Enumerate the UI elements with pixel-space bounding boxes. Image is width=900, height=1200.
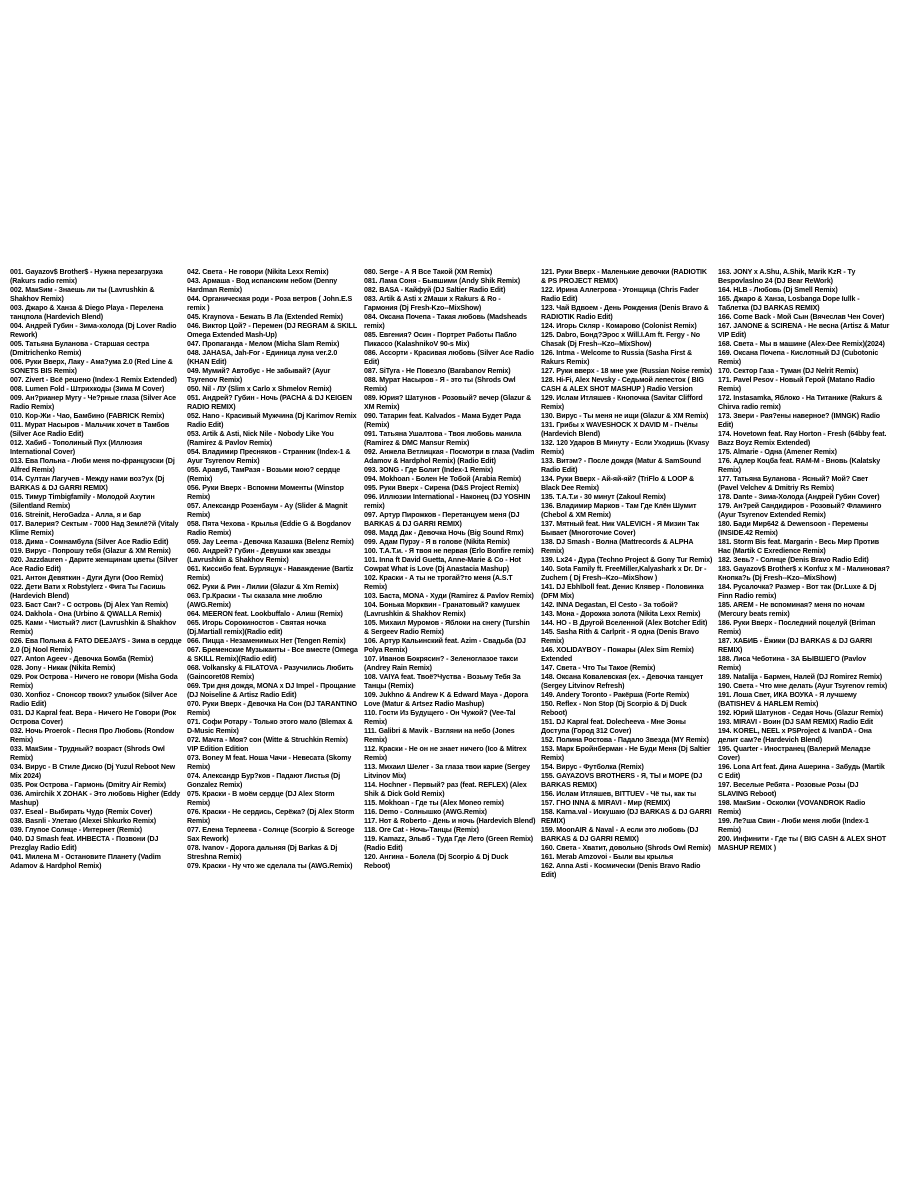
track-entry: 167. JANONE & SCIRENA - Не весна (Artisz & Matur VIP Edit) bbox=[718, 322, 890, 339]
track-entry: 100. Т.А.Т.и. - Я твоя не первая (Erlo Bonfire remix) bbox=[364, 547, 534, 555]
track-entry: 123. Чай Вдвоем - День Рождения (Denis Bravo & RADIOTIK Radio Edit) bbox=[541, 304, 709, 321]
track-entry: 096. Иллюзии International - Наконец (DJ YOSHIN remix) bbox=[364, 493, 531, 510]
track-entry: 032. Ночь Proerok - Песня Про Любовь (Rondow Remix) bbox=[10, 727, 174, 744]
track-entry: 036. Amirchik X ZOHAK - Это любовь Higher (Eddy Mashup) bbox=[10, 790, 181, 807]
track-entry: 075. Краски - В моём сердце (DJ Alex Storm Remix) bbox=[187, 790, 335, 807]
track-entry: 047. Пропаганда - Мелом (Micha Slam Remix) bbox=[187, 340, 340, 348]
track-entry: 053. Artik & Asti, Nick Nile - Nobody Like You (Ramirez & Pavlov Remix) bbox=[187, 430, 334, 447]
track-entry: 135. Т.А.Т.и - 30 минут (Zakoul Remix) bbox=[541, 493, 666, 501]
track-entry: 070. Руки Вверх - Девочка На Сон (DJ TARANTINO Remix) bbox=[187, 700, 358, 717]
track-entry: 160. Света - Хватит, довольно (Shrods Owl Remix) bbox=[541, 844, 711, 852]
track-entry: 171. Pavel Pesov - Новый Герой (Matano Radio Remix) bbox=[718, 376, 875, 393]
track-entry: 020. Jazzdauren - Дарите женщинам цветы (Silver Ace Radio Edit) bbox=[10, 556, 178, 573]
track-entry: 005. Татьяна Буланова - Старшая сестра (Dmitrichenko Remix) bbox=[10, 340, 150, 357]
track-entry: 159. MoonAIR & Naval - А если это любовь (DJ BARKAS & DJ GARRI REMIX) bbox=[541, 826, 699, 843]
track-entry: 145. Sasha Rith & Carlprit - Я одна (Denis Bravo Remix) bbox=[541, 628, 700, 645]
track-entry: 017. Валерия? Сектым - 7000 Над Землё?й (Vitaly Klime Remix) bbox=[10, 520, 179, 537]
track-entry: 191. Лоша Свет, ИКА ВОУКА - Я лучшему (BATISHEV & HARLEM Remix) bbox=[718, 691, 857, 708]
track-entry: 023. Баст Сан? - С островь (Dj Alex Yan Remix) bbox=[10, 601, 169, 609]
track-entry: 018. Дима - Сомнамбула (Silver Ace Radio Edit) bbox=[10, 538, 169, 546]
track-entry: 078. Ivanov - Дорога дальняя (Dj Barkas & Dj Streshna Remix) bbox=[187, 844, 338, 861]
track-entry: 169. Оксана Почепа - Кислотный DJ (Cubotonic Remix) bbox=[718, 349, 879, 366]
track-entry: 111. Galibri & Mavik - Взгляни на небо (Jones Remix) bbox=[364, 727, 515, 744]
track-entry: 122. Ирина Аллегрова - Угонщица (Chris Fader Radio Edit) bbox=[541, 286, 699, 303]
track-entry: 110. Гости Из Будущего - Он Чужой? (Vee-Tal Remix) bbox=[364, 709, 516, 726]
track-entry: 200. Инфинити - Где ты ( BIG CASH & ALEX SHOT MASHUP REMIX ) bbox=[718, 835, 887, 852]
track-entry: 021. Антон Девяткин - Дуги Дуги (Ooo Remix) bbox=[10, 574, 164, 582]
track-entry: 144. НО - В Другой Вселенной (Alex Botcher Edit) bbox=[541, 619, 708, 627]
track-entry: 116. Demo - Солнышко (AWG.Remix) bbox=[364, 808, 487, 816]
track-entry: 196. Lona Art feat. Дина Ашерина - Забудь (Martik C Edit) bbox=[718, 763, 885, 780]
track-entry: 060. Андрей? Губин - Девушки как звезды (Lavrushkin & Shakhov Remix) bbox=[187, 547, 331, 564]
track-column-4 bbox=[541, 268, 713, 928]
track-entry: 188. Лиса Чеботина - ЗА БЫВШЕГО (Pavlov Remix) bbox=[718, 655, 867, 672]
track-entry: 045. Kraynova - Бежать В Ла (Extended Remix) bbox=[187, 313, 343, 321]
track-entry: 030. Xonfioz - Спонсор твоих? улыбок (Silver Ace Radio Edit) bbox=[10, 691, 178, 708]
track-entry: 031. DJ Kapral feat. Вера - Ничего Не Говори (Рок Острова Cover) bbox=[10, 709, 176, 726]
track-entry: 173. Звери - Рая?ены наверное? (IMNGK) Radio Edit) bbox=[718, 412, 881, 429]
track-entry: 162. Anna Asti - Космически (Denis Bravo Radio Edit) bbox=[541, 862, 701, 879]
track-entry: 069. Три дня дождя, MONA x DJ Impel - Прощание (DJ Noiseline & Artisz Radio Edit) bbox=[187, 682, 356, 699]
track-entry: 176. Адлер Коцба feat. RAM-M - Вновь (Kalatsky Remix) bbox=[718, 457, 881, 474]
track-entry: 165. Джаро & Ханза, Losbanga Dope Iullk - Таблетка (DJ BARKAS REMIX) bbox=[718, 295, 860, 312]
track-entry: 120. Ангина - Болела (Dj Scorpio & Dj Duck Reboot) bbox=[364, 853, 509, 870]
track-entry: 039. Глупое Солнце - Интернет (Remix) bbox=[10, 826, 143, 834]
track-entry: 083. Artik & Asti x 2Маши x Rakurs & Ro - Гармония (Dj Fresh-Kzo--MixShow) bbox=[364, 295, 501, 312]
track-entry: 133. Витэм? - После дождя (Matur & SamSound Radio Edit) bbox=[541, 457, 701, 474]
track-entry: 143. Мона - Дорожка золота (Nikita Lexx Remix) bbox=[541, 610, 701, 618]
track-entry: 197. Веселые Ребята - Розовые Розы (DJ SLAVING Reboot) bbox=[718, 781, 859, 798]
track-entry: 006. Руки Вверх, Лаку - Ама?ума 2.0 (Red Line & SONETS BIS Remix) bbox=[10, 358, 173, 375]
track-entry: 002. МакSим - Знаешь ли ты (Lavrushkin & Shakhov Remix) bbox=[10, 286, 155, 303]
track-entry: 085. Евгения? Осин - Портрет Работы Пабло Пикассо (KalashnikoV 90-s Mix) bbox=[364, 331, 517, 348]
track-entry: 066. Пицца - Незаменимых Нет (Tengen Remix) bbox=[187, 637, 346, 645]
track-entry: 008. Lumen Fold - Штрихкоды (Зима M Cover) bbox=[10, 385, 165, 393]
track-entry: 090. Татарин feat. Kalvados - Мама Будет Рада (Remix) bbox=[364, 412, 521, 429]
track-entry: 074. Александр Бур?ков - Падают Листья (Dj Gonzalez Remix) bbox=[187, 772, 341, 789]
track-entry: 153. Марк Бройнберман - Не Буди Меня (Dj Saltier Remix) bbox=[541, 745, 711, 762]
track-entry: 092. Анжела Ветлицкая - Посмотри в глаза (Vadim Adamov & Hardphol Remix) (Radio Edit) bbox=[364, 448, 535, 465]
track-entry: 185. AREM - Не вспоминая? меня по ночам (Mercury beats remix) bbox=[718, 601, 865, 618]
track-entry: 040. DJ Smash feat. ИНВЕСТА - Позвони (DJ Prezglay Radio Edit) bbox=[10, 835, 159, 852]
track-entry: 064. MEERON feat. Lookbuffalo - Алиш (Remix) bbox=[187, 610, 343, 618]
track-entry: 015. Тимур Timbigfamily - Молодой Ахутин (Silentland Remix) bbox=[10, 493, 155, 510]
track-column-5 bbox=[718, 268, 890, 928]
track-entry: 108. VAIYA feat. Твоё?Чуства - Возьму Тебя За Танцы (Remix) bbox=[364, 673, 521, 690]
track-entry: 198. МакSим - Осколки (VOVANDROK Radio Remix) bbox=[718, 799, 866, 816]
track-entry: 147. Света - Что Ты Такое (Remix) bbox=[541, 664, 656, 672]
track-entry: 087. SiTyra - Не Повезло (Barabanov Remix) bbox=[364, 367, 511, 375]
track-entry: 148. Оксана Ковалевская (ex. - Девочка танцует (Sergey Litvinov Refresh) bbox=[541, 673, 704, 690]
track-entry: 038. Basnli - Улетаю (Alexei Shkurko Remix) bbox=[10, 817, 156, 825]
track-entry: 054. Владимир Пресняков - Странник (Index-1 & Ayur Tsyrenov Remix) bbox=[187, 448, 351, 465]
track-entry: 187. ХАБИБ - Ёжики (DJ BARKAS & DJ GARRI REMIX) bbox=[718, 637, 872, 654]
track-entry: 024. Dakhola - Она (Urbino & QWALLA Remix) bbox=[10, 610, 162, 618]
track-entry: 059. Jay Leema - Девочка Казашка (Belenz Remix) bbox=[187, 538, 354, 546]
track-entry: 072. Мачта - Моя? сон (Witte & Struchkin Remix) VIP Edition Edition bbox=[187, 736, 348, 753]
track-entry: 025. Ками - Чистый? лист (Lavrushkin & Shakhov Remix) bbox=[10, 619, 177, 636]
track-entry: 138. DJ Smash - Волна (Mattrecords & ALPHA Remix) bbox=[541, 538, 694, 555]
track-entry: 163. JONY x A.Shu, A.Shik, Marik KzR - Ту Bespovlaslno 24 (DJ Bear ReWork) bbox=[718, 268, 856, 285]
track-entry: 063. Гр.Краски - Ты сказала мне люблю (AWG.Remix) bbox=[187, 592, 323, 609]
track-entry: 195. Quarter - Иностранец (Валерий Меладзе Cover) bbox=[718, 745, 871, 762]
track-entry: 089. Юрия? Шатунов - Розовый? вечер (Glazur & XM Remix) bbox=[364, 394, 532, 411]
track-list-sheet bbox=[10, 268, 890, 928]
track-entry: 193. MIRAVI - Воин (DJ SAM REMIX) Radio Edit bbox=[718, 718, 874, 726]
track-entry: 136. Владимир Марков - Там Где Клён Шумит (Chebol & XM Remix) bbox=[541, 502, 697, 519]
track-entry: 129. Ислам Итляшев - Кнопочка (Savitar Clifford Remix) bbox=[541, 394, 703, 411]
track-entry: 022. Дети Вати x Robstylerz - Фига Ты Гасишь (Hardevich Blend) bbox=[10, 583, 166, 600]
track-entry: 027. Anton Ageev - Девочка Бомба (Remix) bbox=[10, 655, 154, 663]
track-entry: 034. Вирус - В Стиле Диско (Dj Yuzul Reboot New Mix 2024) bbox=[10, 763, 176, 780]
track-entry: 068. Volkansky & FILATOVA - Разучились Любить (Gaincoret08 Remix) bbox=[187, 664, 354, 681]
track-entry: 186. Руки Вверх - Последний поцелуй (Briman Remix) bbox=[718, 619, 876, 636]
track-entry: 056. Руки Вверх - Вспомни Моменты (Winstop Remix) bbox=[187, 484, 344, 501]
track-entry: 001. Gayazov$ Brother$ - Нужна перезагрузка (Rakurs radio remix) bbox=[10, 268, 163, 285]
track-entry: 093. 3ONG - Где Болит (Index-1 Remix) bbox=[364, 466, 494, 474]
track-entry: 151. DJ Kapral feat. Dolecheeva - Мне Эоны Доступа (Город 312 Cover) bbox=[541, 718, 686, 735]
track-entry: 118. Ore Cat - Ночь-Танцы (Remix) bbox=[364, 826, 479, 834]
track-entry: 080. Serge - А Я Все Такой (XM Remix) bbox=[364, 268, 493, 276]
track-entry: 011. Мурат Насыров - Мальчик хочет в Тамбов (Silver Ace Radio Edit) bbox=[10, 421, 170, 438]
track-entry: 094. Mokhoan - Болен Не Тобой (Arabia Remix) bbox=[364, 475, 522, 483]
track-entry: 057. Александр Розенбаум - Ау (Slider & Magnit Remix) bbox=[187, 502, 348, 519]
track-entry: 035. Рок Острова - Гармонь (Dmitry Air Remix) bbox=[10, 781, 167, 789]
track-entry: 142. INNA Degastan, El Cesto - За тобой? bbox=[541, 601, 678, 609]
track-entry: 115. Mokhoan - Где ты (Alex Moneo remix) bbox=[364, 799, 504, 807]
track-entry: 183. Gayazov$ Brother$ x Konfuz x М - Малиновая? Кнопка?ь (Dj Fresh--Kzo--MixShow) bbox=[718, 565, 890, 582]
track-entry: 132. 120 Ударов В Минуту - Если Уходишь (Kvasy Remix) bbox=[541, 439, 710, 456]
track-entry: 174. Hovetown feat. Ray Horton - Fresh (64bby feat. Bazz Boyz Remix Extended) bbox=[718, 430, 887, 447]
track-entry: 125. Dabro, Бонд?Эрос x Will.I.Am ft. Fergy - No Chasak (Dj Fresh--Kzo--MixShow) bbox=[541, 331, 701, 348]
track-entry: 065. Игорь Сорокиностов - Святая ночка (Dj.Martiall remix)(Radio edit) bbox=[187, 619, 326, 636]
track-entry: 180. Бади Мир642 & Dewensoon - Перемены (INSIDE.42 Remix) bbox=[718, 520, 869, 537]
track-entry: 124. Игорь Скляр - Комарово (Colonist Remix) bbox=[541, 322, 697, 330]
track-entry: 190. Света - Что мне делать (Ayur Tsyrenov remix) bbox=[718, 682, 888, 690]
track-entry: 141. DJ Ebhlboll feat. Денис Клявер - Половинка (DFM Mix) bbox=[541, 583, 704, 600]
track-column-2 bbox=[187, 268, 359, 928]
track-entry: 016. Streinit, HeroGadza - Алла, я и бар bbox=[10, 511, 142, 519]
track-entry: 009. Ан?рианер Мугу - Че?рные глаза (Silver Ace Radio Remix) bbox=[10, 394, 176, 411]
track-entry: 172. Instasamka, Яблоко - На Титанике (Rakurs & Chirva radio remix) bbox=[718, 394, 883, 411]
track-entry: 013. Ева Польна - Люби меня по-французски (Dj Alfred Remix) bbox=[10, 457, 175, 474]
track-entry: 084. Оксана Почепа - Такая любовь (Madsheads remix) bbox=[364, 313, 527, 330]
track-entry: 046. Виктор Цой? - Перемен (DJ REGRAM & SKILL Omega Extended Mash-Up) bbox=[187, 322, 357, 339]
track-entry: 121. Руки Вверх - Маленькие девочки (RADIOTIK & PS PROJECT REMIX) bbox=[541, 268, 707, 285]
track-entry: 117. Нот & Roberto - День и ночь (Hardevich Blend) bbox=[364, 817, 536, 825]
track-entry: 154. Вирус - Футболка (Remix) bbox=[541, 763, 644, 771]
track-entry: 146. XOLIDAYBOY - Пожары (Alex Sim Remix) Extended bbox=[541, 646, 694, 663]
track-entry: 048. JAHASA, Jah-For - Единица луна ver.2.0 (KHAN Edit) bbox=[187, 349, 338, 366]
track-entry: 199. Ле?ша Свин - Люби меня люби (Index-1 Remix) bbox=[718, 817, 869, 834]
track-entry: 003. Джаро & Ханза & Diego Playa - Перелена танцпола (Hardevich Blend) bbox=[10, 304, 164, 321]
track-entry: 010. Кор-Жи - Чао, Бамбино (FABRICK Remix) bbox=[10, 412, 165, 420]
track-entry: 086. Ассорти - Красивая любовь (Silver Ace Radio Edit) bbox=[364, 349, 534, 366]
track-entry: 058. Пята Чехова - Крылья (Eddie G & Bogdanov Radio Remix) bbox=[187, 520, 351, 537]
track-entry: 041. Милена M - Остановите Планету (Vadim Adamov & Hardphol Remix) bbox=[10, 853, 161, 870]
track-entry: 051. Андрей? Губин - Ночь (PACHA & DJ KEIGEN RADIO REMIX) bbox=[187, 394, 353, 411]
track-entry: 158. Karna.val - Искушаю (DJ BARKAS & DJ GARRI REMIX) bbox=[541, 808, 712, 825]
track-entry: 126. Intma - Welcome to Russia (Sasha First & Rakurs Remix) bbox=[541, 349, 693, 366]
track-entry: 007. Zivert - Всё решено (Index-1 Remix Extended) bbox=[10, 376, 177, 384]
track-entry: 052. Hano - Красивый Мужчина (Dj Karimov Remix Radio Edit) bbox=[187, 412, 357, 429]
track-entry: 049. Мумий? Автобус - Не забывай? (Ayur Tsyrenov Remix) bbox=[187, 367, 331, 384]
track-entry: 130. Вирус - Ты меня не ищи (Glazur & XM Remix) bbox=[541, 412, 709, 420]
track-entry: 184. Русалочка? Размер - Вот так (Dr.Luxe & Dj Finn Radio remix) bbox=[718, 583, 877, 600]
track-entry: 037. Eseal - Выбирать Чудо (Remix Cover) bbox=[10, 808, 153, 816]
track-entry: 071. Софи Ротару - Только этого мало (Blemax & D-Music Remix) bbox=[187, 718, 353, 735]
track-entry: 097. Артур Пирожков - Перетанцуем меня (DJ BARKAS & DJ GARRI REMIX) bbox=[364, 511, 520, 528]
track-entry: 026. Ева Польна & FATO DEEJAYS - Зима в сердце 2.0 (Dj Nool Remix) bbox=[10, 637, 182, 654]
track-entry: 103. Баста, MONA - Худи (Ramirez & Pavlov Remix) bbox=[364, 592, 534, 600]
track-entry: 139. Lx24 - Дура (Techno Project & Gony Tur Remix) bbox=[541, 556, 713, 564]
track-entry: 055. Аравуб, ТамРазя - Возьми мою? сердце (Remix) bbox=[187, 466, 341, 483]
track-entry: 061. Киссибо feat. Бурляцук - Наваждение (Bartiz Remix) bbox=[187, 565, 354, 582]
track-entry: 062. Руки & Рин - Лилии (Glazur & Xm Remix) bbox=[187, 583, 339, 591]
track-entry: 029. Рок Острова - Ничего не говори (Misha Goda Remix) bbox=[10, 673, 178, 690]
track-column-3 bbox=[364, 268, 536, 928]
track-entry: 112. Краски - Не он не знает ничего (Ico & Mitrex Remix) bbox=[364, 745, 527, 762]
track-entry: 192. Юрий Шатунов - Седая Ночь (Glazur Remix) bbox=[718, 709, 883, 717]
track-entry: 131. Грибы x WAVESHOCK X DAVID M - Пчёлы (Hardevich Blend) bbox=[541, 421, 698, 438]
track-entry: 119. Kamazz, Эльвб - Туда Где Лето (Green Remix)(Radio Edit) bbox=[364, 835, 534, 852]
track-entry: 077. Елена Терлеева - Солнце (Scorpio & Screoge Sax Rework) bbox=[187, 826, 355, 843]
track-entry: 050. Nil - ЛУ (Slim x Carlo x Shmelov Remix) bbox=[187, 385, 332, 393]
track-entry: 095. Руки Вверх - Сирена (D&S Project Remix) bbox=[364, 484, 519, 492]
track-entry: 104. Бонька Морквин - Гранатовый? камушек (Lavrushkin & Shakhov Remix) bbox=[364, 601, 520, 618]
track-entry: 042. Света - Не говори (Nikita Lexx Remix) bbox=[187, 268, 329, 276]
track-entry: 134. Руки Вверх - Ай-яй-яй? (TriFlo & LOOP & Black Dee Remix) bbox=[541, 475, 695, 492]
track-entry: 113. Михаил Шелег - За глаза твои карие (Sergey Litvinov Mix) bbox=[364, 763, 530, 780]
track-entry: 157. ГНО INNA & MIRAVI - Мир (REMIX) bbox=[541, 799, 671, 807]
track-entry: 137. Мятный feat. Ник VALEVICH - Я Мизин Так Бывает (Многоточие Cover) bbox=[541, 520, 699, 537]
track-entry: 152. Полина Ростова - Падало Звезда (MY Remix) bbox=[541, 736, 709, 744]
track-entry: 043. Армаша - Вод испанским небом (Denny Hardman Remix) bbox=[187, 277, 338, 294]
track-entry: 101. Inna ft David Guetta, Anne-Marie & Co - Hot Cowpat What is Love (Dj Anastacia Mashup) bbox=[364, 556, 521, 573]
track-entry: 166. Come Back - Мой Сын (Вячеслав Чен Cover) bbox=[718, 313, 885, 321]
track-entry: 168. Света - Мы в машине (Alex-Dee Remix)(2024) bbox=[718, 340, 885, 348]
track-entry: 181. Storm Bis feat. Margarin - Весь Мир Против Нас (Martik C Exredience Remix) bbox=[718, 538, 879, 555]
track-entry: 067. Бременские Музыканты - Все вместе (Omega & SKILL Remix)(Radio edit) bbox=[187, 646, 358, 663]
track-entry: 098. Мадд Дак - Девочка Ночь (Big Sound Rmx) bbox=[364, 529, 524, 537]
track-entry: 082. BASA - Кайфуй (DJ Saltier Radio Edit) bbox=[364, 286, 506, 294]
track-entry: 079. Краски - Ну что же сделала ты (AWG.Remix) bbox=[187, 862, 353, 870]
track-entry: 170. Сектор Газа - Туман (DJ Nelrit Remix) bbox=[718, 367, 859, 375]
track-entry: 150. Reflex - Non Stop (Dj Scorpio & Dj Duck Reboot) bbox=[541, 700, 687, 717]
track-entry: 194. KOREL, NEEL x PSProject & IvanDA - Она делит сам?е (Hardevich Blend) bbox=[718, 727, 872, 744]
track-entry: 019. Вирус - Попрошу тебя (Glazur & XM Remix) bbox=[10, 547, 171, 555]
track-entry: 178. Dante - Зима-Холода (Андрей Губин Cover) bbox=[718, 493, 880, 501]
track-entry: 099. Адам Пурзу - Я в голове (Nikita Remix) bbox=[364, 538, 510, 546]
track-entry: 107. Иванов Бокрясин? - Зеленоглазое такси (Andrey Rain Remix) bbox=[364, 655, 518, 672]
track-entry: 179. Ан?рей Сандидиров - Розовый? Фламинго (Ayur Tsyrenov Extended Remix) bbox=[718, 502, 882, 519]
track-entry: 175. Almarie - Одна (Amener Remix) bbox=[718, 448, 837, 456]
track-column-1 bbox=[10, 268, 182, 928]
track-entry: 088. Мурат Насыров - Я - это ты (Shrods Owl Remix) bbox=[364, 376, 516, 393]
track-entry: 161. Merab Amzovoi - Были вы крылья bbox=[541, 853, 674, 861]
track-entry: 033. МакSим - Трудный? возраст (Shrods Owl Remix) bbox=[10, 745, 165, 762]
track-entry: 012. Хабиб - Тополиный Пух (Иллюзия International Cover) bbox=[10, 439, 143, 456]
track-entry: 102. Краски - А ты не трогай?то меня (A.S.T Remix) bbox=[364, 574, 513, 591]
track-entry: 081. Лама Соня - Бывшими (Andy Shik Remix) bbox=[364, 277, 520, 285]
track-entry: 106. Артур Кальинский feat. Azim - Свадьба (DJ Polya Remix) bbox=[364, 637, 526, 654]
track-entry: 073. Boney M feat. Ноша Чачи - Невесата (Skomy Remix) bbox=[187, 754, 352, 771]
track-entry: 177. Татьяна Буланова - Ясный? Мой? Свет (Pavel Velchev & Dmitriy Rs Remix) bbox=[718, 475, 869, 492]
track-entry: 105. Михаил Муромов - Яблоки на снегу (Turshin & Sergeev Radio Remix) bbox=[364, 619, 530, 636]
track-entry: 076. Краски - Не сердись, Серёжа? (Dj Alex Storm Remix) bbox=[187, 808, 355, 825]
track-entry: 014. Султан Лагучев - Между нами воз?ух (Dj BARKAS & DJ GARRI REMIX) bbox=[10, 475, 165, 492]
track-entry: 004. Андрей Губин - Зима-холода (Dj Lover Radio Rework) bbox=[10, 322, 177, 339]
track-entry: 127. Руки вверх - 18 мне уже (Russian Noise remix) bbox=[541, 367, 713, 375]
track-entry: 128. Hi-Fi, Alex Nevsky - Седьмой лепесток ( BIG CASH & ALEX SHOT MASHUP ) Radio Version bbox=[541, 376, 704, 393]
track-entry: 140. Sota Family ft. FreeMiller,Kalyashark x Dr. Dr - Zuchem ( Dj Fresh--Kzo--MixShow ) bbox=[541, 565, 707, 582]
track-entry: 149. Andery Toronto - Ракёрша (Forte Remix) bbox=[541, 691, 690, 699]
track-entry: 109. Jukhno & Andrew K & Edward Maya - Дорога Love (Matur & Artsez Radio Mashup) bbox=[364, 691, 529, 708]
track-entry: 182. Зевь? - Солнце (Denis Bravo Radio Edit) bbox=[718, 556, 869, 564]
track-entry: 189. Natalija - Бармен, Налей (DJ Romirez Remix) bbox=[718, 673, 882, 681]
track-entry: 155. GAYAZOVS BROTHERS - Я, ТЫ и МОРЕ (DJ BARKAS REMIX) bbox=[541, 772, 703, 789]
track-entry: 156. Ислам Итляшев, BITTUEV - Чё ты, как ты bbox=[541, 790, 697, 798]
track-entry: 114. Hochner - Первый? раз (feat. REFLEX) (Alex Shik & Dick Gold Remix) bbox=[364, 781, 527, 798]
track-entry: 028. Jony - Никак (Nikita Remix) bbox=[10, 664, 116, 672]
track-entry: 044. Органическая роди - Роза ветров ( John.E.S remix ) bbox=[187, 295, 353, 312]
track-entry: 091. Татьяна Ушалтова - Твоя любовь манила (Ramirez & DMC Mansur Remix) bbox=[364, 430, 522, 447]
track-entry: 164. HLB - Любовь (Dj Smell Remix) bbox=[718, 286, 838, 294]
